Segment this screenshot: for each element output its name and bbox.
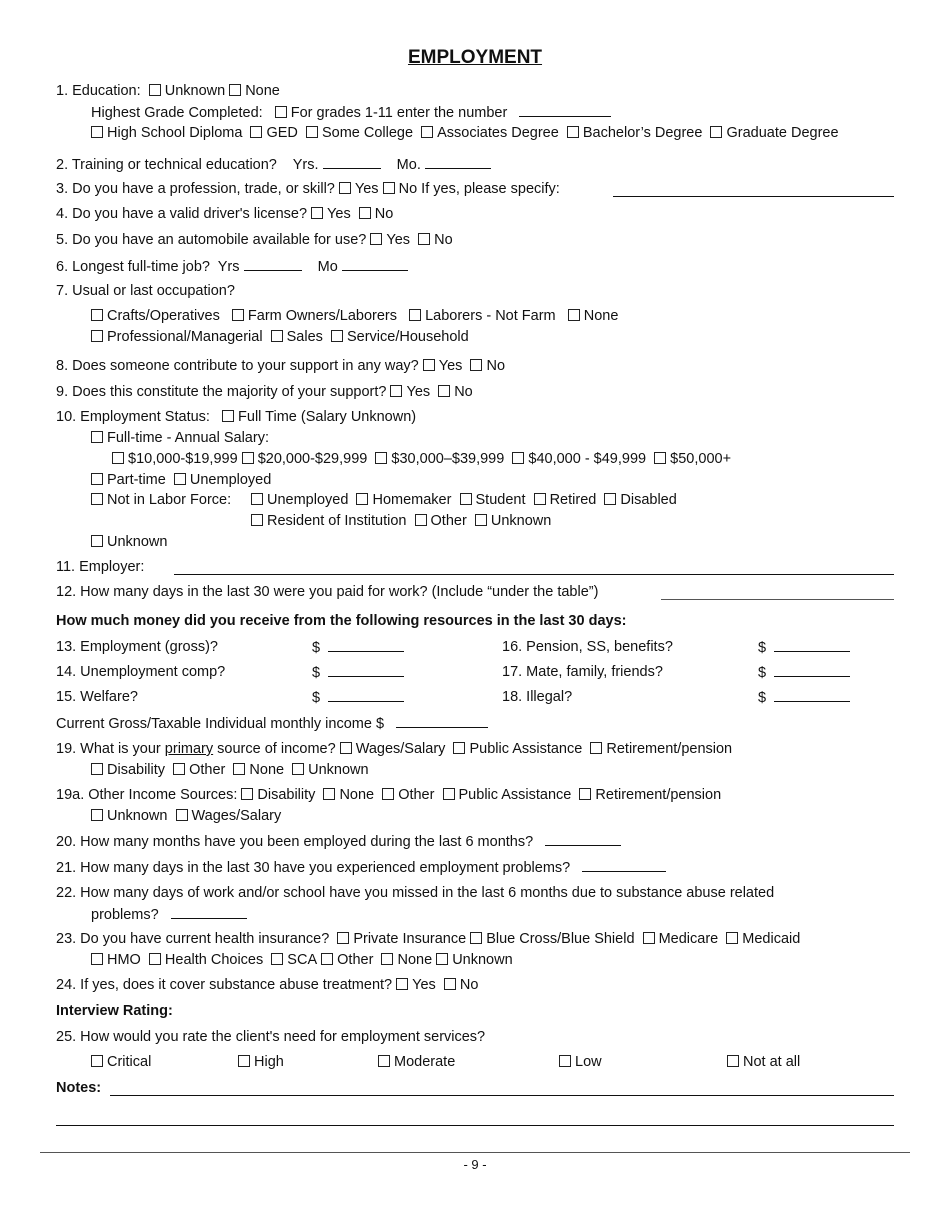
checkbox-icon: [311, 207, 323, 219]
employer-field[interactable]: [174, 574, 894, 575]
notes-field[interactable]: [110, 1095, 894, 1096]
q23-label: 23. Do you have current health insurance?: [56, 931, 330, 947]
q3-yes-checkbox[interactable]: Yes: [339, 180, 379, 198]
checkbox-icon: [241, 788, 253, 800]
checkbox-icon: [710, 126, 722, 138]
q3-specify-field[interactable]: [613, 196, 894, 197]
q1-label: 1. Education:: [56, 83, 141, 99]
checkbox-icon: [423, 359, 435, 371]
q3-specify-label: If yes, please specify:: [421, 181, 560, 197]
q11-label: 11. Employer:: [56, 559, 145, 575]
resource-amount: $: [312, 688, 404, 707]
checkbox-icon: [590, 742, 602, 754]
page-number: - 9 -: [463, 1157, 487, 1172]
q10-unknown-row: [91, 533, 167, 551]
checkbox-icon: [91, 493, 103, 505]
q19-row2: [91, 761, 369, 779]
nilf-option-checkbox[interactable]: Other: [415, 512, 467, 530]
monthly-income-line: [56, 714, 488, 733]
checkbox-icon: [444, 978, 456, 990]
checkbox-icon: [512, 452, 524, 464]
checkbox-icon: [436, 953, 448, 965]
page-title: EMPLOYMENT: [407, 47, 543, 68]
q20-field[interactable]: [545, 832, 621, 846]
checkbox-icon: [475, 514, 487, 526]
income-checkbox[interactable]: Other: [173, 761, 225, 779]
checkbox-icon: [378, 1055, 390, 1067]
checkbox-icon: [233, 763, 245, 775]
degree-checkbox[interactable]: High School Diploma: [91, 124, 242, 142]
checkbox-icon: [409, 309, 421, 321]
q6-line: [56, 257, 408, 276]
income-checkbox[interactable]: Retirement/pension: [590, 740, 732, 758]
q9-label: 9. Does this constitute the majority of your support?: [56, 384, 387, 400]
fulltime-unknown-checkbox[interactable]: Full Time (Salary Unknown): [222, 408, 416, 426]
occupation-checkbox[interactable]: Crafts/Operatives: [91, 307, 220, 325]
salary-checkbox[interactable]: $40,000 - $49,999: [512, 450, 646, 468]
income-checkbox[interactable]: None: [233, 761, 284, 779]
checkbox-icon: [559, 1055, 571, 1067]
checkbox-icon: [251, 514, 263, 526]
q19a-row2: [91, 807, 281, 825]
checkbox-icon: [112, 452, 124, 464]
q19-label-pre: 19. What is your: [56, 741, 161, 757]
checkbox-icon: [229, 84, 241, 96]
insurance-checkbox[interactable]: Private Insurance: [337, 930, 466, 948]
q21-label: 21. How many days in the last 30 have you experienced employment problems?: [56, 860, 571, 876]
q21-field[interactable]: [582, 858, 666, 872]
occupation-checkbox[interactable]: Laborers - Not Farm: [409, 307, 556, 325]
q1-line: [56, 82, 280, 100]
other-income-checkbox[interactable]: None: [323, 786, 374, 804]
resource-label: 14. Unemployment comp?: [56, 664, 226, 680]
rating-high-checkbox[interactable]: High: [238, 1053, 284, 1071]
resource-amount: $: [758, 663, 850, 682]
q3-line: [56, 180, 560, 198]
checkbox-icon: [381, 953, 393, 965]
checkbox-icon: [149, 84, 161, 96]
q22-field[interactable]: [171, 905, 247, 919]
q21-line: [56, 858, 666, 877]
checkbox-icon: [470, 932, 482, 944]
q2-line: [56, 155, 491, 174]
checkbox-icon: [340, 742, 352, 754]
resource-amount: $: [312, 638, 404, 657]
insurance-checkbox[interactable]: HMO: [91, 951, 141, 969]
checkbox-icon: [91, 309, 103, 321]
q6-mo-field[interactable]: [342, 257, 408, 271]
nilf-option-checkbox[interactable]: Disabled: [604, 491, 676, 509]
checkbox-icon: [383, 182, 395, 194]
q10-salary-row: [112, 450, 731, 468]
q10-nilf-row: [91, 491, 231, 509]
checkbox-icon: [91, 473, 103, 485]
q1-grade-field[interactable]: [519, 103, 611, 117]
nilf-option-checkbox[interactable]: Resident of Institution: [251, 512, 406, 530]
q7-row2: [91, 328, 469, 346]
q10-fulltime-annual: [91, 429, 269, 447]
checkbox-icon: [339, 182, 351, 194]
checkbox-icon: [382, 788, 394, 800]
q23-row2: [91, 951, 513, 969]
nilf-option-checkbox[interactable]: Retired: [534, 491, 597, 509]
q4-label: 4. Do you have a valid driver's license?: [56, 206, 308, 222]
checkbox-icon: [415, 514, 427, 526]
checkbox-icon: [453, 742, 465, 754]
degree-checkbox[interactable]: Some College: [306, 124, 413, 142]
q24-yes-checkbox[interactable]: Yes: [396, 976, 436, 994]
q12-field[interactable]: [661, 599, 894, 600]
amount-field[interactable]: [328, 688, 404, 702]
q3-label: 3. Do you have a profession, trade, or skill?: [56, 181, 335, 197]
resource-label: 17. Mate, family, friends?: [502, 664, 663, 680]
resources-heading: How much money did you receive from the following resources in the last 30 days:: [56, 613, 627, 629]
rating-low-checkbox[interactable]: Low: [559, 1053, 602, 1071]
insurance-checkbox[interactable]: Medicare: [643, 930, 719, 948]
resource-amount: $: [758, 688, 850, 707]
checkbox-icon: [251, 493, 263, 505]
q10-label: 10. Employment Status:: [56, 409, 210, 425]
resource-label: 16. Pension, SS, benefits?: [502, 639, 673, 655]
checkbox-icon: [579, 788, 591, 800]
q10-parttime-row: [91, 471, 271, 489]
nilf-option-checkbox[interactable]: Unemployed: [251, 491, 348, 509]
checkbox-icon: [321, 953, 333, 965]
q6-yrs-field[interactable]: [244, 257, 302, 271]
q7-label: 7. Usual or last occupation?: [56, 283, 235, 299]
resource-amount: $: [312, 663, 404, 682]
q22-line2: [91, 905, 247, 924]
unemployed-checkbox[interactable]: Unemployed: [174, 471, 271, 489]
q8-line: [56, 357, 505, 375]
checkbox-icon: [292, 763, 304, 775]
footer-divider: [40, 1152, 910, 1153]
salary-checkbox[interactable]: $10,000-$19,999: [112, 450, 238, 468]
checkbox-icon: [176, 809, 188, 821]
checkbox-icon: [356, 493, 368, 505]
checkbox-icon: [418, 233, 430, 245]
checkbox-icon: [567, 126, 579, 138]
checkbox-icon: [421, 126, 433, 138]
rating-moderate-checkbox[interactable]: Moderate: [378, 1053, 455, 1071]
checkbox-icon: [238, 1055, 250, 1067]
insurance-checkbox[interactable]: Other: [321, 951, 373, 969]
q8-label: 8. Does someone contribute to your support in any way?: [56, 358, 419, 374]
q8-yes-checkbox[interactable]: Yes: [423, 357, 463, 375]
q6-label: 6. Longest full-time job?: [56, 259, 210, 275]
occupation-checkbox[interactable]: Service/Household: [331, 328, 469, 346]
checkbox-icon: [306, 126, 318, 138]
checkbox-icon: [443, 788, 455, 800]
insurance-checkbox[interactable]: Health Choices: [149, 951, 263, 969]
q5-label: 5. Do you have an automobile available for use?: [56, 232, 367, 248]
checkbox-icon: [370, 233, 382, 245]
q19-label-post: source of income?: [217, 741, 336, 757]
rating-critical-checkbox[interactable]: Critical: [91, 1053, 151, 1071]
occupation-checkbox[interactable]: Farm Owners/Laborers: [232, 307, 397, 325]
q10-nilf-options-2: [251, 512, 551, 530]
amount-field[interactable]: [774, 688, 850, 702]
q23-line: [56, 930, 800, 948]
resource-label: 18. Illegal?: [502, 689, 573, 705]
checkbox-icon: [91, 330, 103, 342]
q19a-line: [56, 786, 721, 804]
checkbox-icon: [438, 385, 450, 397]
q2-mo-label: Mo.: [396, 157, 421, 173]
income-checkbox[interactable]: Wages/Salary: [340, 740, 446, 758]
nilf-option-checkbox[interactable]: Student: [460, 491, 526, 509]
q24-no-checkbox[interactable]: No: [444, 976, 479, 994]
q9-no-checkbox[interactable]: No: [438, 383, 473, 401]
nilf-checkbox[interactable]: Not in Labor Force:: [91, 491, 231, 509]
q4-line: [56, 205, 393, 223]
q7-row1: [91, 307, 618, 325]
q24-line: [56, 976, 478, 994]
checkbox-icon: [91, 1055, 103, 1067]
insurance-checkbox[interactable]: Unknown: [436, 951, 512, 969]
income-checkbox[interactable]: Disability: [91, 761, 165, 779]
status-unknown-checkbox[interactable]: Unknown: [91, 533, 167, 551]
insurance-checkbox[interactable]: None: [381, 951, 432, 969]
monthly-income-field[interactable]: [396, 714, 488, 728]
q8-no-checkbox[interactable]: No: [470, 357, 505, 375]
notes-field-line2[interactable]: [56, 1125, 894, 1126]
q2-mo-field[interactable]: [425, 155, 491, 169]
other-income-checkbox[interactable]: Wages/Salary: [176, 807, 282, 825]
checkbox-icon: [534, 493, 546, 505]
checkbox-icon: [375, 452, 387, 464]
other-income-checkbox[interactable]: Disability: [241, 786, 315, 804]
checkbox-icon: [271, 330, 283, 342]
fulltime-annual-checkbox[interactable]: Full-time - Annual Salary:: [91, 429, 269, 447]
salary-checkbox[interactable]: $30,000–$39,999: [375, 450, 504, 468]
checkbox-icon: [568, 309, 580, 321]
q9-line: [56, 383, 473, 401]
checkbox-icon: [359, 207, 371, 219]
checkbox-icon: [242, 452, 254, 464]
salary-checkbox[interactable]: $50,000+: [654, 450, 731, 468]
q1-degree-line: [91, 124, 839, 142]
degree-checkbox[interactable]: Bachelor’s Degree: [567, 124, 703, 142]
q2-yrs-label: Yrs.: [292, 157, 319, 173]
checkbox-icon: [222, 410, 234, 422]
q12-label: 12. How many days in the last 30 were you paid for work? (Include “under the table”): [56, 584, 599, 600]
occupation-checkbox[interactable]: Sales: [271, 328, 323, 346]
q10-nilf-options-1: [251, 491, 677, 509]
degree-checkbox[interactable]: Associates Degree: [421, 124, 559, 142]
checkbox-icon: [91, 809, 103, 821]
q24-label: 24. If yes, does it cover substance abuse treatment?: [56, 977, 393, 993]
checkbox-icon: [460, 493, 472, 505]
q19a-label: 19a. Other Income Sources:: [56, 787, 238, 803]
other-income-checkbox[interactable]: Unknown: [91, 807, 167, 825]
q6-mo-label: Mo: [317, 259, 338, 275]
checkbox-icon: [654, 452, 666, 464]
checkbox-icon: [91, 535, 103, 547]
q9-yes-checkbox[interactable]: Yes: [390, 383, 430, 401]
checkbox-icon: [91, 763, 103, 775]
other-income-checkbox[interactable]: Retirement/pension: [579, 786, 721, 804]
insurance-checkbox[interactable]: SCA: [271, 951, 317, 969]
degree-checkbox[interactable]: GED: [250, 124, 297, 142]
checkbox-icon: [643, 932, 655, 944]
checkbox-icon: [604, 493, 616, 505]
q1-unknown-checkbox[interactable]: Unknown: [145, 82, 225, 100]
checkbox-icon: [271, 953, 283, 965]
q25-label: 25. How would you rate the client's need for employment services?: [56, 1029, 486, 1045]
amount-field[interactable]: [328, 663, 404, 677]
income-checkbox[interactable]: Unknown: [292, 761, 368, 779]
rating-not-at-all-checkbox[interactable]: Not at all: [727, 1053, 800, 1071]
checkbox-icon: [91, 953, 103, 965]
q1-grade-label: Highest Grade Completed:: [91, 105, 263, 121]
q20-line: [56, 832, 621, 851]
checkbox-icon: [323, 788, 335, 800]
resource-label: 13. Employment (gross)?: [56, 639, 218, 655]
other-income-checkbox[interactable]: Public Assistance: [443, 786, 572, 804]
checkbox-icon: [396, 978, 408, 990]
q22-line1: 22. How many days of work and/or school have you missed in the last 6 months due to substance abuse related: [56, 885, 775, 901]
nilf-option-checkbox[interactable]: Homemaker: [356, 491, 451, 509]
amount-field[interactable]: [774, 638, 850, 652]
insurance-checkbox[interactable]: Medicaid: [726, 930, 800, 948]
income-checkbox[interactable]: Public Assistance: [453, 740, 582, 758]
q19-line: [56, 740, 732, 758]
q6-yrs-label: Yrs: [217, 259, 240, 275]
checkbox-icon: [173, 763, 185, 775]
q1-none-checkbox[interactable]: None: [229, 82, 280, 100]
other-income-checkbox[interactable]: Other: [382, 786, 434, 804]
occupation-checkbox[interactable]: Professional/Managerial: [91, 328, 263, 346]
q1-grade-checkbox[interactable]: For grades 1-11 enter the number: [275, 104, 508, 122]
q2-label: 2. Training or technical education?: [56, 157, 277, 173]
checkbox-icon: [275, 106, 287, 118]
checkbox-icon: [727, 1055, 739, 1067]
resource-label: 15. Welfare?: [56, 689, 138, 705]
checkbox-icon: [91, 431, 103, 443]
amount-field[interactable]: [328, 638, 404, 652]
parttime-checkbox[interactable]: Part-time: [91, 471, 166, 489]
degree-checkbox[interactable]: Graduate Degree: [710, 124, 838, 142]
resource-amount: $: [758, 638, 850, 657]
checkbox-icon: [232, 309, 244, 321]
occupation-checkbox[interactable]: None: [568, 307, 619, 325]
q4-yes-checkbox[interactable]: Yes: [311, 205, 351, 223]
checkbox-icon: [250, 126, 262, 138]
q20-label: 20. How many months have you been employed during the last 6 months?: [56, 834, 534, 850]
q3-no-checkbox[interactable]: No: [383, 180, 418, 198]
q19-label-primary: primary: [164, 741, 214, 757]
checkbox-icon: [390, 385, 402, 397]
q22-label-cont: problems?: [91, 907, 159, 923]
checkbox-icon: [91, 126, 103, 138]
nilf-option-checkbox[interactable]: Unknown: [475, 512, 551, 530]
interview-rating-heading: Interview Rating:: [56, 1003, 173, 1019]
checkbox-icon: [331, 330, 343, 342]
q1-grade-line: [91, 103, 611, 122]
monthly-income-label: Current Gross/Taxable Individual monthly income $: [56, 716, 385, 732]
checkbox-icon: [470, 359, 482, 371]
checkbox-icon: [337, 932, 349, 944]
notes-label: Notes:: [56, 1080, 102, 1096]
checkbox-icon: [174, 473, 186, 485]
q5-yes-checkbox[interactable]: Yes: [370, 231, 410, 249]
q4-no-checkbox[interactable]: No: [359, 205, 394, 223]
q10-line: [56, 408, 416, 426]
amount-field[interactable]: [774, 663, 850, 677]
salary-checkbox[interactable]: $20,000-$29,999: [242, 450, 368, 468]
insurance-checkbox[interactable]: Blue Cross/Blue Shield: [470, 930, 634, 948]
q2-yrs-field[interactable]: [323, 155, 381, 169]
checkbox-icon: [149, 953, 161, 965]
checkbox-icon: [726, 932, 738, 944]
q5-no-checkbox[interactable]: No: [418, 231, 453, 249]
q5-line: [56, 231, 453, 249]
